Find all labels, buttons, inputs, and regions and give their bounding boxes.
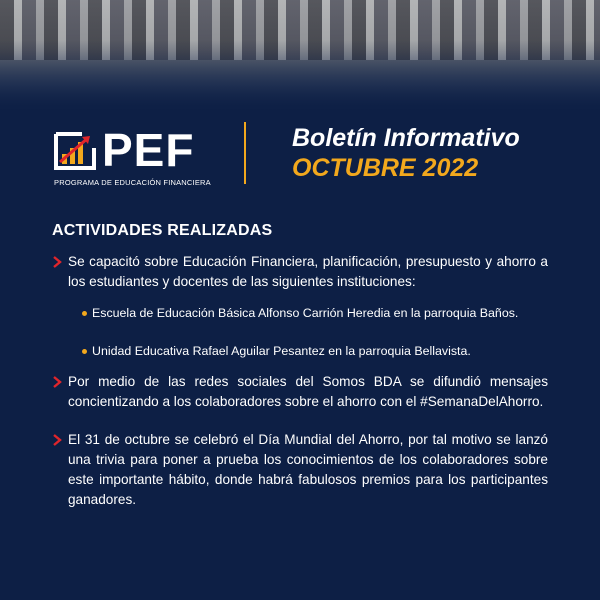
bullet-dot-icon [82, 349, 87, 354]
pef-logo [52, 124, 211, 190]
photo-fade [0, 40, 600, 112]
header-photo [0, 0, 600, 112]
header-divider [244, 122, 246, 184]
logo-text: PEF [102, 124, 195, 176]
chevron-right-icon [52, 256, 62, 268]
institution-list [82, 304, 548, 360]
logo-subtitle: PROGRAMA DE EDUCACIÓN FINANCIERA [54, 178, 211, 187]
bulletin-date: OCTUBRE 2022 [292, 154, 479, 182]
sub-list-item-text: Unidad Educativa Rafael Aguilar Pesantez en la parroquia Bellavista. [92, 344, 471, 358]
list-item-text: El 31 de octubre se celebró el Día Mundial del Ahorro, por tal motivo se lanzó una trivia para poner a prueba los conocimientos de los colaboradores sobre este importante hábito, donde habrá fabulosos premios para los participantes ganadores. [68, 432, 548, 507]
sub-list-item [82, 342, 548, 360]
activities-section [52, 222, 548, 522]
bar-chart-arrow-icon [52, 128, 98, 172]
list-item-text: Por medio de las redes sociales del Somos BDA se difundió mensajes concientizando a los colaboradores sobre el ahorro con el #SemanaDelAhorro. [68, 374, 548, 409]
list-item [52, 252, 548, 360]
header [0, 112, 600, 202]
list-item-text: Se capacitó sobre Educación Financiera, planificación, presupuesto y ahorro a los estudiantes y docentes de las siguientes instituciones: [68, 254, 548, 289]
list-item [52, 372, 548, 412]
sub-list-item [82, 304, 548, 322]
chevron-right-icon [52, 376, 62, 388]
bullet-dot-icon [82, 311, 87, 316]
sub-list-item-text: Escuela de Educación Básica Alfonso Carrión Heredia en la parroquia Baños. [92, 306, 519, 320]
bulletin-title: Boletín Informativo [292, 124, 520, 152]
section-title: ACTIVIDADES REALIZADAS [52, 222, 273, 239]
chevron-right-icon [52, 434, 62, 446]
list-item [52, 430, 548, 510]
